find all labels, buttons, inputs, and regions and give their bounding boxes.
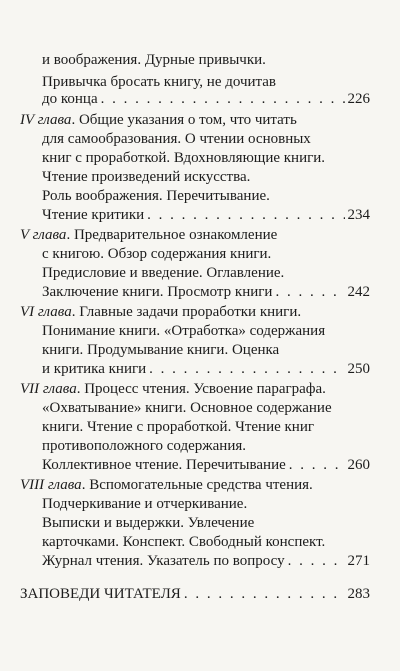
toc-text: и воображения. Дурные привычки. [42, 52, 266, 68]
toc-entry [42, 360, 370, 378]
chapter-heading [20, 226, 400, 244]
toc-text: . Предварительное ознакомление [66, 227, 278, 243]
chapter-label: VIII глава [20, 477, 82, 493]
toc-text: Чтение произведений искусства. [42, 169, 251, 185]
toc-line [42, 73, 400, 91]
toc-text: книги. Чтение с проработкой. Чтение книг [42, 419, 314, 435]
toc-entry-text: и критика книги [42, 361, 147, 377]
toc-entry [42, 456, 370, 474]
toc-text: Привычка бросать книгу, не дочитав [42, 74, 277, 90]
leader-dots [147, 206, 344, 224]
chapter-label: VI глава [20, 304, 72, 320]
leader-dots [149, 360, 344, 378]
toc-line [42, 341, 400, 359]
toc-entry-text: до конца [42, 91, 98, 107]
toc-entry [42, 90, 370, 108]
toc-text: . Процесс чтения. Усвоение параграфа. [76, 381, 326, 397]
leader-dots [275, 283, 344, 301]
chapter-label: V глава [20, 227, 67, 243]
chapter-heading [20, 111, 400, 129]
toc-text: противоположного содержания. [42, 438, 246, 454]
page-number: 271 [347, 553, 370, 569]
toc-entry-final [20, 585, 370, 603]
chapter-label: IV глава [20, 112, 72, 128]
page-number: 226 [347, 91, 370, 107]
toc-entry-text: ЗАПОВЕДИ ЧИТАТЕЛЯ [20, 586, 181, 602]
toc-text: . Главные задачи проработки книги. [71, 304, 302, 320]
page-number: 283 [347, 586, 370, 602]
toc-line [42, 130, 400, 148]
toc-entry-text: Чтение критики [42, 207, 145, 223]
toc-line [42, 187, 400, 205]
toc-entry [42, 206, 370, 224]
toc-line [42, 437, 400, 455]
leader-dots [289, 456, 345, 474]
toc-line [42, 322, 400, 340]
toc-text: карточками. Конспект. Свободный конспект. [42, 534, 326, 550]
toc-line [42, 168, 400, 186]
toc-text: книг с проработкой. Вдохновляющие книги. [42, 150, 326, 166]
toc-entry-text: Журнал чтения. Указатель по вопросу [42, 553, 285, 569]
toc-text: для самообразования. О чтении основных [42, 131, 311, 147]
toc-line [42, 533, 400, 551]
toc-line [42, 264, 400, 282]
page-number: 242 [347, 284, 370, 300]
toc-entry [42, 283, 370, 301]
page-number: 260 [347, 457, 370, 473]
toc-line [42, 495, 400, 513]
toc-text: с книгою. Обзор содержания книги. [42, 246, 272, 262]
chapter-heading [20, 303, 400, 321]
toc-line [42, 149, 400, 167]
leader-dots [101, 90, 345, 108]
leader-dots [288, 552, 345, 570]
toc-line [42, 51, 400, 69]
toc-text: книги. Продумывание книги. Оценка [42, 342, 280, 358]
toc-entry-text: Коллективное чтение. Перечитывание [42, 457, 286, 473]
toc-line [42, 514, 400, 532]
toc-text: Роль воображения. Перечитывание. [42, 188, 270, 204]
toc-text: Предисловие и введение. Оглавление. [42, 265, 285, 281]
toc-text: . Вспомогательные средства чтения. [81, 477, 313, 493]
toc-text: Понимание книги. «Отработка» содержания [42, 323, 326, 339]
toc-line [42, 418, 400, 436]
toc-text: Подчеркивание и отчеркивание. [42, 496, 248, 512]
toc-text: Выписки и выдержки. Увлечение [42, 515, 255, 531]
leader-dots [184, 585, 345, 603]
toc-entry-text: Заключение книги. Просмотр книги [42, 284, 273, 300]
toc-text: «Охватывание» книги. Основное содержание [42, 400, 332, 416]
page-number: 234 [347, 207, 370, 223]
page-number: 250 [347, 361, 370, 377]
chapter-heading [20, 380, 400, 398]
chapter-label: VII глава [20, 381, 77, 397]
chapter-heading [20, 476, 400, 494]
toc-entry [42, 552, 370, 570]
toc-text: . Общие указания о том, что читать [71, 112, 297, 128]
toc-line [42, 245, 400, 263]
toc-line [42, 399, 400, 417]
